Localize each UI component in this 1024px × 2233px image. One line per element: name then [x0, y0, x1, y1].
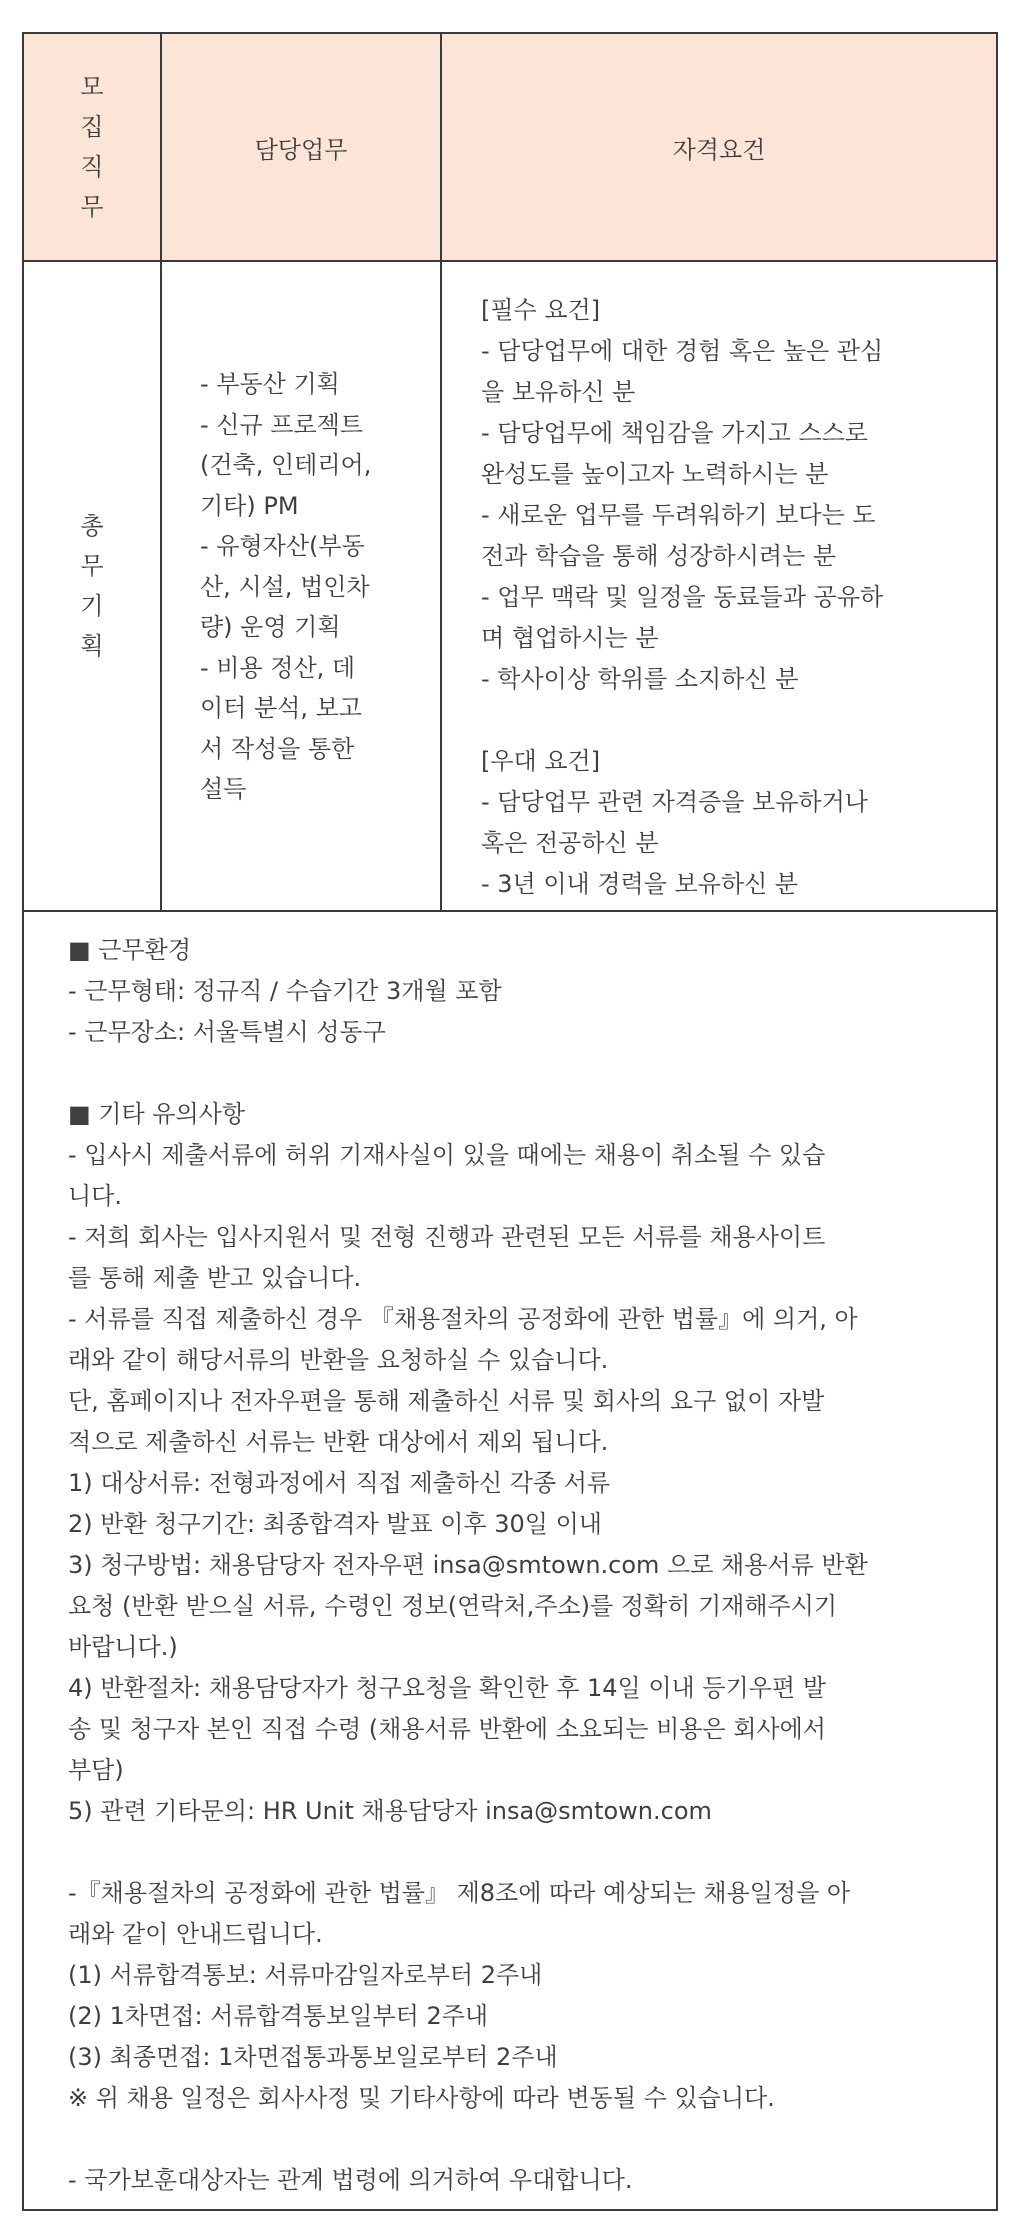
header-position-cell: [24, 34, 160, 260]
job-posting-table: [22, 32, 998, 2211]
duties-text: - 부동산 기획 - 신규 프로젝트 (건축, 인테리어, 기타) PM - 유형자산(부동 산, 시설, 법인차 량) 운영 기획 - 비용 정산, 데 이터 분석, 보고 서 작성을 통한 설득: [200, 370, 372, 803]
header-position-label: 모 집 직 무: [80, 73, 104, 221]
position-name: 총 무 기 획: [80, 512, 104, 660]
header-duties-cell: [162, 34, 440, 260]
header-requirements-label: 자격요건: [672, 135, 766, 164]
requirements-text: [필수 요건] - 담당업무에 대한 경험 혹은 높은 관심 을 보유하신 분 - 담당업무에 책임감을 가지고 스스로 완성도를 높이고자 노력하시는 분 - 새로운 업무를 두려워하기 보다는 도 전과 학습을 통해 성장하시려는 분 - 업무 맥락 및 일정을 동료들과 공유하 며 협업하시는 분 - 학사이상 학위를 소지하신 분 [우대 요건] - 담당업무 관련 자격증을 보유하거나 혹은 전공하신 분 - 3년 이내 경력을 보유하신 분: [481, 296, 884, 898]
header-duties-label: 담당업무: [254, 135, 348, 164]
position-cell: [24, 262, 160, 910]
notes-text: ■ 근무환경 - 근무형태: 정규직 / 수습기간 3개월 포함 - 근무장소: 서울특별시 성동구 ■ 기타 유의사항 - 입사시 제출서류에 허위 기재사실이 있을 때에는 채용이 취소될 수 있습 니다. - 저희 회사는 입사지원서 및 전형 진행과 관련된 모든 서류를 채용사이트 를 통해 제출 받고 있습니다. - 서류를 직접 제출하신 경우 『채용절차의 공정화에 관한 법률』에 의거, 아 래와 같이 해당서류의 반환을 요청하실 수 있습니다. 단, 홈페이지나 전자우편을 통해 제출하신 서류 및 회사의 요구 없이 자발 적으로 제출하신 서류는 반환 대상에서 제외 됩니다. 1) 대상서류: 전형과정에서 직접 제출하신 각종 서류 2) 반환 청구기간: 최종합격자 발표 이후 30일 이내 3) 청구방법: 채용담당자 전자우편 insa@smtown.com 으로 채용서류 반환 요청 (반환 받으실 서류, 수령인 정보(연락처,주소)를 정확히 기재해주시기 바랍니다.) 4) 반환절차: 채용담당자가 청구요청을 확인한 후 14일 이내 등기우편 발 송 및 청구자 본인 직접 수령 (채용서류 반환에 소요되는 비용은 회사에서 부담) 5) 관련 기타문의: HR Unit 채용담당자 insa@smtown.com -『채용절차의 공정화에 관한 법률』 제8조에 따라 예상되는 채용일정을 아 래와 같이 안내드립니다. (1) 서류합격통보: 서류마감일자로부터 2주내 (2) 1차면접: 서류합격통보일부터 2주내 (3) 최종면접: 1차면접통과통보일로부터 2주내 ※ 위 채용 일정은 회사사정 및 기타사항에 따라 변동될 수 있습니다. - 국가보훈대상자는 관계 법령에 의거하여 우대합니다.: [68, 936, 868, 2194]
row-divider: [24, 910, 996, 912]
header-requirements-cell: [442, 34, 996, 260]
